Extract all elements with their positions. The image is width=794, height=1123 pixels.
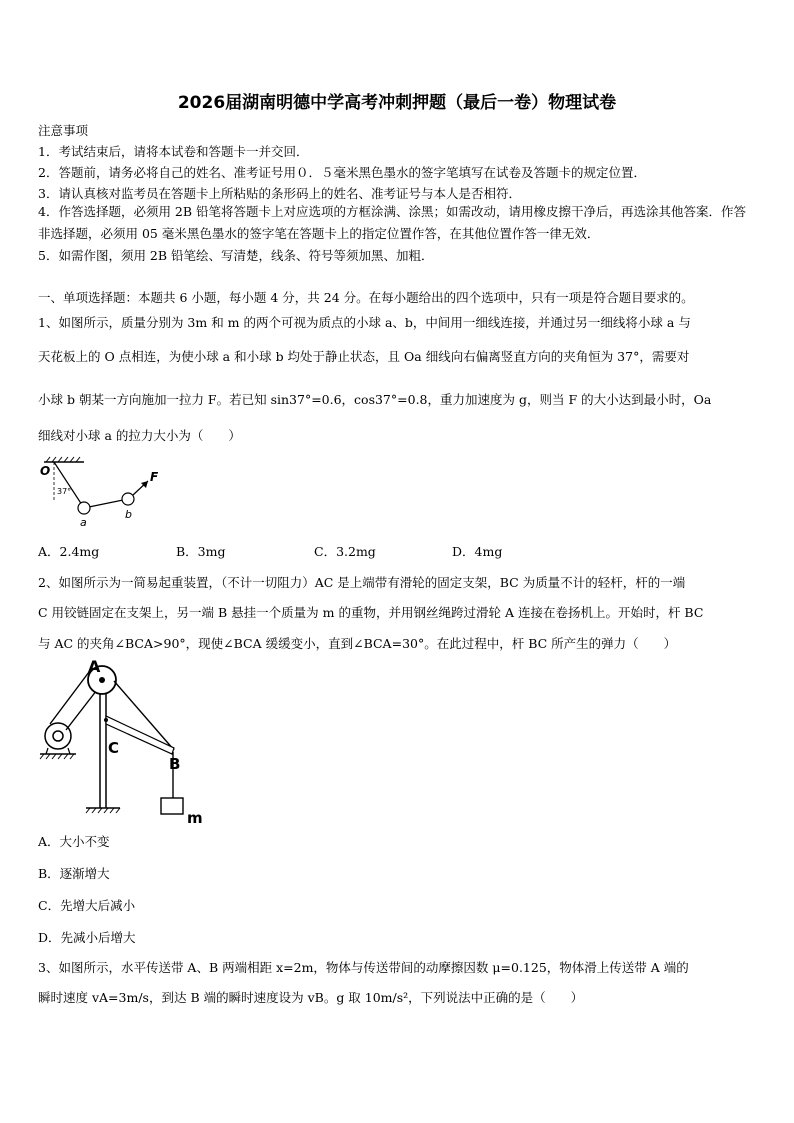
section-heading: 一、单项选择题：本题共 6 小题，每小题 4 分，共 24 分。在每小题给出的四个选项中，只有一项是符合题目要求的。 [38,290,694,305]
ball-a [78,502,90,514]
string-oa [54,462,84,508]
winch-inner [53,731,63,741]
q3-line-2: 瞬时速度 vA=3m/s，到达 B 端的瞬时速度设为 vB。g 取 10m/s²，下列说法中正确的是（ ） [38,990,584,1005]
notice-item-1: 1．考试结束后，请将本试卷和答题卡一并交回． [38,144,309,159]
label-a: A [88,658,101,676]
notice-item-3: 3．请认真核对监考员在答题卡上所粘贴的条形码上的姓名、准考证号与本人是否相符． [38,186,521,201]
notice-heading: 注意事项 [38,123,89,138]
label-f: F [150,470,159,484]
q2-figure [36,658,216,828]
q1-option-c[interactable]: C．3.2mg [314,544,376,559]
q1-line-4: 细线对小球 a 的拉力大小为（ ） [38,428,241,443]
label-c: C [108,739,120,757]
winch-leg-right [68,748,70,754]
hinge-c [104,718,108,722]
q2-line-2: C 用铰链固定在支架上，另一端 B 悬挂一个质量为 m 的重物，并用钢丝绳跨过滑轮 A 连接在卷扬机上。开始时，杆 BC [38,605,704,620]
q1-option-a[interactable]: A．2.4mg [38,544,100,559]
q2-option-b[interactable]: B．逐渐增大 [38,866,110,881]
q2-option-c[interactable]: C．先增大后减小 [38,898,136,913]
q1-option-d[interactable]: D．4mg [452,544,503,559]
label-b: b [125,508,132,521]
q2-option-d[interactable]: D．先减小后增大 [38,930,136,945]
label-m: m [187,809,203,827]
cable-winch [50,668,92,724]
label-a: a [80,516,87,529]
notice-item-5: 5．如需作图，须用 2B 铅笔绘、写清楚，线条、符号等须加黑、加粗． [38,248,434,263]
q1-line-3: 小球 b 朝某一方向施加一拉力 F。若已知 sin37°=0.6，cos37°=0.8，重力加速度为 g，则当 F 的大小达到最小时，Oa [38,392,712,407]
q2-option-a[interactable]: A．大小不变 [38,834,110,849]
ball-b [122,493,134,505]
string-ab [84,499,128,508]
label-b: B [169,755,181,773]
mass-block [161,798,183,814]
label-angle: 37° [57,487,72,496]
winch-leg-left [46,748,48,754]
exam-title: 2026届湖南明德中学高考冲刺押题（最后一卷）物理试卷 [177,93,617,113]
q1-figure [36,456,176,536]
q2-line-3: 与 AC 的夹角∠BCA>90°，现使∠BCA 缓缓变小，直到∠BCA=30°。在此过程中，杆 BC 所产生的弹力（ ） [38,636,677,651]
q2-line-1: 2、如图所示为一简易起重装置，（不计一切阻力）AC 是上端带有滑轮的固定支架，BC 为质量不计的轻杆，杆的一端 [38,575,686,590]
q1-line-2: 天花板上的 O 点相连，为使小球 a 和小球 b 均处于静止状态，且 Oa 细线向右偏离竖直方向的夹角恒为 37°，需要对 [38,349,690,364]
notice-item-4: 4．作答选择题，必须用 2B 铅笔将答题卡上对应选项的方框涂满、涂黑；如需改动，请用橡皮擦干净后，再选涂其他答案．作答非选择题，必须用 05 毫米黑色墨水的签字笔在答题卡上的指定位置作答，在其他位置作答一律无效． [38,204,747,241]
pulley-axle [99,677,105,683]
notice-item-2: 2．答题前，请务必将自己的姓名、准考证号用０．５毫米黑色墨水的签字笔填写在试卷及答题卡的规定位置． [38,165,646,180]
q3-line-1: 3、如图所示，水平传送带 A、B 两端相距 x=2m，物体与传送带间的动摩擦因数 μ=0.125，物体滑上传送带 A 端的 [38,960,689,975]
q1-option-b[interactable]: B．3mg [176,544,226,559]
label-o: O [40,464,51,478]
q1-line-1: 1、如图所示，质量分别为 3m 和 m 的两个可视为质点的小球 a、b，中间用一细线连接，并通过另一细线将小球 a 与 [38,315,691,330]
